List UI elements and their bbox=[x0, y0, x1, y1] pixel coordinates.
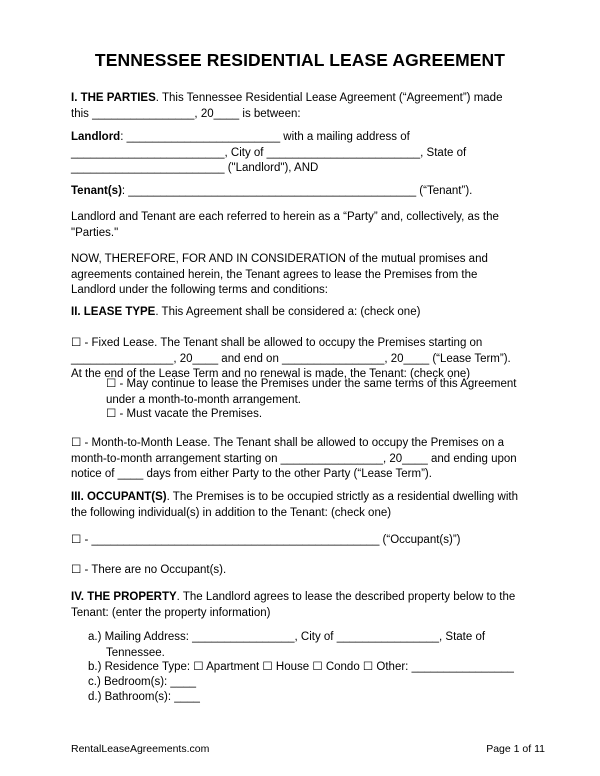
mailing-address-line2: Tennessee. bbox=[106, 646, 165, 659]
landlord-state-line: ________________________ ("Landlord"), AND bbox=[71, 162, 319, 174]
party-definition bbox=[71, 210, 541, 241]
property-intro-line2: Tenant: (enter the property information) bbox=[71, 606, 271, 619]
property-section bbox=[71, 590, 541, 621]
parties-intro: . This Tennessee Residential Lease Agreement (“Agreement”) made bbox=[155, 92, 503, 104]
party-definition-line1: Landlord and Tenant are each referred to herein as a “Party” and, collectively, as the bbox=[71, 211, 499, 223]
renewal-vacate-line: ☐ - Must vacate the Premises. bbox=[106, 408, 263, 420]
parties-heading: I. THE PARTIES bbox=[71, 92, 156, 104]
landlord-name-line: : ________________________ with a mailing address of bbox=[120, 131, 410, 143]
consideration-line2: agreements contained herein, the Tenant agrees to lease the Premises from the bbox=[71, 268, 478, 281]
occupants-named-line: ☐ - _____________________________________________ (“Occupant(s)”) bbox=[71, 534, 461, 546]
party-definition-line2: "Parties." bbox=[71, 226, 119, 239]
mtm-line1: ☐ - Month-to-Month Lease. The Tenant shall be allowed to occupy the Premises on a bbox=[71, 437, 505, 449]
document-title: TENNESSEE RESIDENTIAL LEASE AGREEMENT bbox=[94, 50, 506, 70]
fixed-lease-line2: ________________, 20____ and end on ________________, 20____ (“Lease Term”). bbox=[71, 352, 511, 365]
no-occupants-option[interactable] bbox=[71, 563, 541, 579]
landlord-label: Landlord bbox=[71, 131, 121, 143]
consideration-line1: NOW, THEREFORE, FOR AND IN CONSIDERATION of the mutual promises and bbox=[71, 253, 488, 265]
mailing-address-line1: a.) Mailing Address: ________________, City of ________________, State of bbox=[88, 631, 486, 643]
renewal-option-continue[interactable] bbox=[106, 377, 546, 408]
mtm-line3: notice of ____ days from either Party to the other Party (“Lease Term”). bbox=[71, 468, 432, 480]
landlord-block bbox=[71, 130, 541, 177]
bathrooms-line: d.) Bathroom(s): ____ bbox=[88, 691, 200, 703]
tenant-label: Tenant(s) bbox=[71, 185, 122, 197]
property-residence-type[interactable] bbox=[88, 660, 528, 676]
parties-date-line: this ________________, 20____ is between: bbox=[71, 107, 301, 120]
fixed-lease-option[interactable] bbox=[71, 336, 541, 383]
property-bathrooms bbox=[88, 690, 528, 706]
fixed-lease-line1: ☐ - Fixed Lease. The Tenant shall be allowed to occupy the Premises starting on bbox=[71, 337, 483, 349]
property-bedrooms bbox=[88, 675, 528, 691]
occupants-section bbox=[71, 490, 541, 521]
property-heading: IV. THE PROPERTY bbox=[71, 591, 177, 603]
occupants-heading: III. OCCUPANT(S) bbox=[71, 491, 167, 503]
mtm-line2: month-to-month arrangement starting on ________________, 20____ and ending upon bbox=[71, 452, 517, 465]
residence-type-line: b.) Residence Type: ☐ Apartment ☐ House ☐ Condo ☐ Other: ________________ bbox=[88, 661, 514, 673]
occupants-named-option[interactable] bbox=[71, 533, 541, 549]
renewal-continue-line2: under a month-to-month arrangement. bbox=[106, 393, 301, 406]
month-to-month-option[interactable] bbox=[71, 436, 541, 483]
lease-type-heading: II. LEASE TYPE bbox=[71, 306, 156, 318]
tenant-block bbox=[71, 184, 541, 200]
tenant-name-line: : _____________________________________________ (“Tenant”). bbox=[121, 185, 473, 197]
lease-type-section bbox=[71, 305, 541, 321]
lease-type-intro: . This Agreement shall be considered a: (check one) bbox=[155, 306, 421, 318]
property-intro: . The Landlord agrees to lease the described property below to the bbox=[176, 591, 516, 603]
occupants-intro-line2: the following individual(s) in addition to the Tenant: (check one) bbox=[71, 506, 392, 519]
parties-section bbox=[71, 91, 541, 122]
renewal-option-vacate[interactable] bbox=[106, 407, 546, 423]
no-occupants-line: ☐ - There are no Occupant(s). bbox=[71, 564, 227, 576]
property-mailing-address bbox=[88, 630, 528, 661]
landlord-address-line: ________________________, City of ________________________, State of bbox=[71, 146, 467, 159]
consideration-line3: Landlord under the following terms and conditions: bbox=[71, 284, 328, 296]
bedrooms-line: c.) Bedroom(s): ____ bbox=[88, 676, 197, 688]
fixed-lease-line3: At the end of the Lease Term and no renewal is made, the Tenant: (check one) bbox=[71, 368, 471, 380]
footer-site: RentalLeaseAgreements.com bbox=[71, 743, 210, 755]
footer-page-number: Page 1 of 11 bbox=[486, 743, 545, 755]
consideration-paragraph bbox=[71, 252, 541, 299]
occupants-intro: . The Premises is to be occupied strictly as a residential dwelling with bbox=[166, 491, 518, 503]
renewal-continue-line1: ☐ - May continue to lease the Premises under the same terms of this Agreement bbox=[106, 378, 517, 390]
